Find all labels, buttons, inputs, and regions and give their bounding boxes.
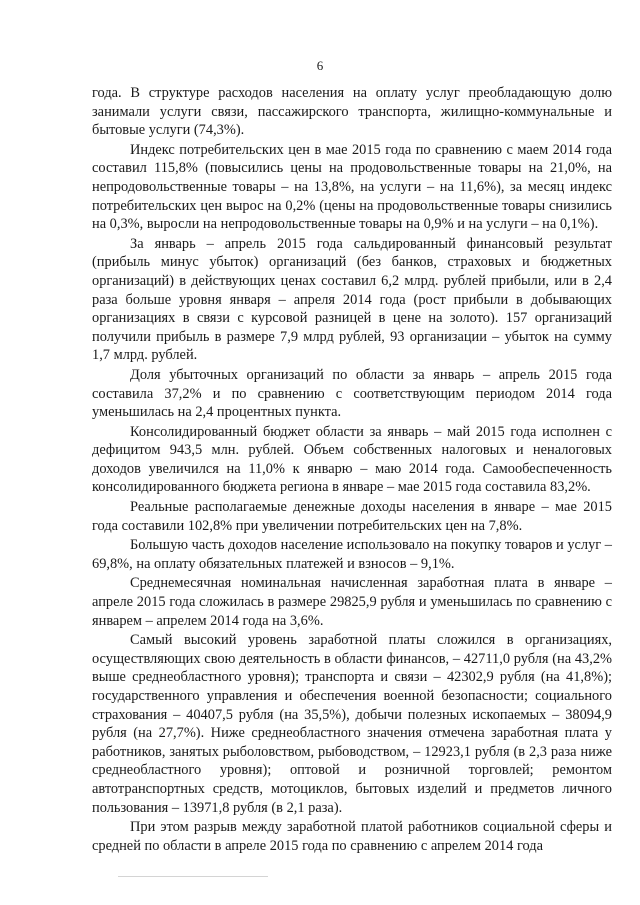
paragraph-income-usage: Большую часть доходов население использовало на покупку товаров и услуг – 69,8%, на оплату обязательных платежей и взносов – 9,1%.	[92, 537, 612, 572]
paragraph-cpi: Индекс потребительских цен в мае 2015 года по сравнению с маем 2014 года составил 115,8% (повысились цены на продовольственные товары на 21,0%, на непродовольственные товары – на 13,8%, на услуги – на 11,6%), за месяц индекс потребительских цен вырос на 0,2% (цены на продовольственные товары снизились на 0,3%, выросли на непродовольственные товары на 0,9% и на услуги – на 0,1%).	[92, 141, 612, 233]
paragraph-wage-by-sector: Самый высокий уровень заработной платы сложился в организациях, осуществляющих свою деятельность в области финансов, – 42711,0 рубля (на 43,2% выше среднеобластного уровня); транспорта и связи – 42302,9 рубля (на 41,8%); государственного управления и обеспечения военной безопасности; социального страхования – 40407,5 рубля (на 35,5%), добычи полезных ископаемых – 38094,9 рубля (на 27,7%). Ниже среднеобластного значения отмечена заработная плата у работников, занятых рыболовством, рыбоводством, – 12923,1 рубля (в 2,3 раза ниже среднеобластного уровня); оптовой и розничной торговлей; ремонтом автотранспортных средств, мотоциклов, бытовых изделий и предметов личного пользования – 13971,8 рубля (в 2,1 раза).	[92, 632, 612, 816]
paragraph-real-income: Реальные располагаемые денежные доходы населения в январе – мае 2015 года составили 102,8% при увеличении потребительских цен на 7,8%.	[92, 499, 612, 534]
paragraph-continuation: года. В структуре расходов населения на оплату услуг преобладающую долю занимали услуги связи, пассажирского транспорта, жилищно-коммунальные и бытовые услуги (74,3%).	[92, 85, 612, 139]
paragraph-consolidated-budget: Консолидированный бюджет области за январь – май 2015 года исполнен с дефицитом 943,5 млн. рублей. Объем собственных налоговых и неналоговых доходов увеличился на 11,0% к январю – маю 2014 года. Самообеспеченность консолидированного бюджета региона в январе – мае 2015 года составила 83,2%.	[92, 423, 612, 496]
scan-artifact-line	[118, 876, 268, 877]
paragraph-average-wage: Среднемесячная номинальная начисленная заработная плата в январе – апреле 2015 года сложилась в размере 29825,9 рубля и уменьшилась по сравнению с январем – апрелем 2014 года на 3,6%.	[92, 575, 612, 629]
paragraph-financial-result: За январь – апрель 2015 года сальдированный финансовый результат (прибыль минус убыток) организаций (без банков, страховых и бюджетных организаций) в действующих ценах составил 6,2 млрд. рублей прибыли, или в 2,4 раза больше уровня января – апреля 2014 года (рост прибыли в добывающих организациях в связи с курсовой разницей в цене на золото). 157 организаций получили прибыль в размере 7,9 млрд рублей, 93 организации – убыток на сумму 1,7 млрд. рублей.	[92, 235, 612, 364]
paragraph-wage-gap: При этом разрыв между заработной платой работников социальной сферы и средней по области в апреле 2015 года по сравнению с апрелем 2014 года	[92, 819, 612, 854]
document-body	[92, 84, 612, 856]
paragraph-loss-making-share: Доля убыточных организаций по области за январь – апрель 2015 года составила 37,2% и по сравнению с соответствующим периодом 2014 года уменьшилась на 2,4 процентных пункта.	[92, 366, 612, 421]
page-number: 6	[316, 58, 324, 73]
